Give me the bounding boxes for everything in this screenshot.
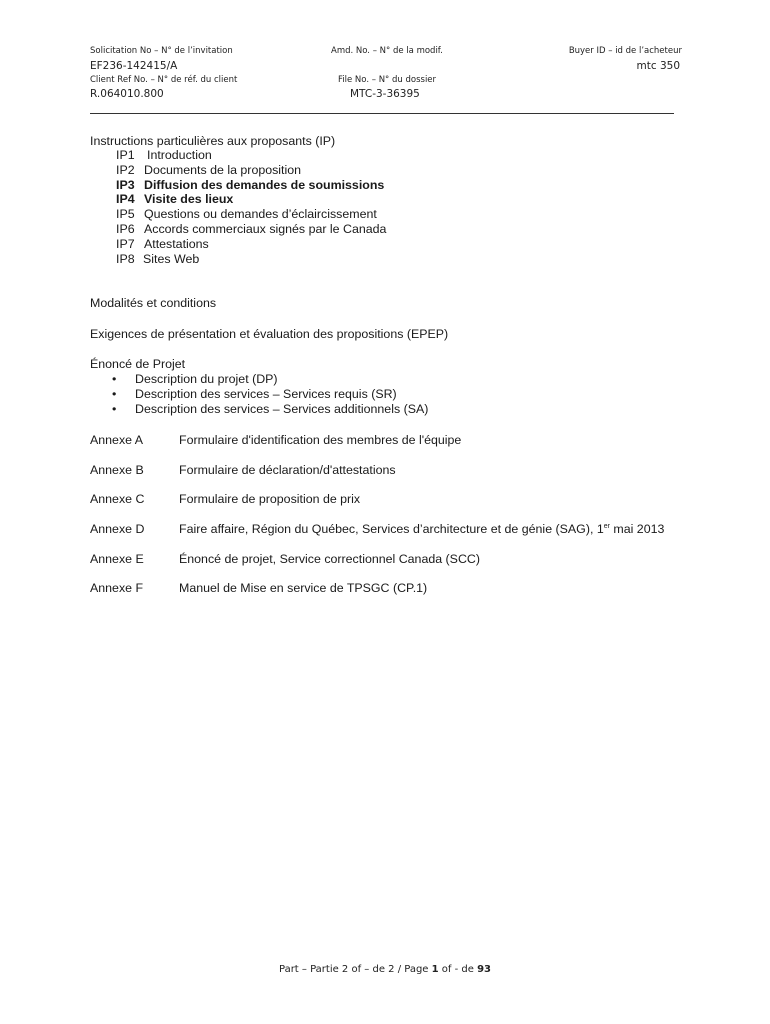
ip-code: IP5	[116, 207, 135, 222]
list-item-text: Description des services – Services requis (SR)	[135, 387, 397, 402]
annex-label: Annexe A	[90, 433, 144, 447]
annex-row-e	[90, 552, 480, 566]
annex-title: Formulaire de proposition de prix	[179, 492, 361, 506]
enonce-heading: Énoncé de Projet	[90, 357, 186, 371]
annex-label: Annexe C	[90, 492, 145, 506]
client-ref-number: R.064010.800	[90, 88, 164, 100]
ip-text: Diffusion des demandes de soumissions	[144, 177, 385, 192]
buyer-id-label: Buyer ID – id de l’acheteur	[568, 46, 682, 56]
bullet-icon: •	[112, 372, 117, 386]
terms-heading: Modalités et conditions	[90, 296, 217, 310]
list-item-text: Description des services – Services additionnels (SA)	[135, 402, 429, 417]
epep-heading: Exigences de présentation et évaluation des propositions (EPEP)	[90, 327, 449, 341]
ip-code: IP8	[116, 251, 135, 266]
instructions-title: Instructions particulières aux proposants (IP)	[90, 134, 336, 148]
annex-label: Annexe D	[90, 522, 145, 536]
ip-item	[116, 252, 386, 267]
ip-item	[116, 222, 386, 237]
file-number-label: File No. – N° du dossier	[338, 75, 437, 85]
ip-text: Accords commerciaux signés par le Canada	[144, 221, 387, 236]
instructions-list	[116, 148, 386, 266]
annex-title: Manuel de Mise en service de TPSGC (CP.1)	[179, 581, 428, 595]
ip-text: Introduction	[147, 148, 212, 162]
annex-title: Faire affaire, Région du Québec, Services d’architecture et de génie (SAG), 1	[179, 522, 604, 536]
list-item	[112, 372, 428, 387]
ip-code: IP7	[116, 236, 135, 251]
annex-row-d	[90, 522, 664, 536]
footer-prefix: Part – Partie 2 of – de 2 / Page	[278, 964, 432, 975]
annex-row-c	[90, 492, 360, 506]
ip-code: IP1	[116, 148, 135, 162]
ip-item	[116, 207, 386, 222]
footer-page-number: 1	[431, 964, 439, 975]
annex-title: Formulaire de déclaration/d'attestations	[179, 463, 396, 477]
ip-text: Documents de la proposition	[144, 162, 302, 177]
annex-row-a	[90, 433, 461, 447]
bullet-icon: •	[112, 387, 117, 402]
ip-text: Sites Web	[143, 251, 200, 266]
annex-title-superscript: er	[603, 522, 610, 530]
list-item	[112, 387, 428, 402]
ip-code: IP2	[116, 162, 135, 177]
list-item-text: Description du projet (DP)	[135, 372, 278, 386]
solicitation-label: Solicitation No – N° de l’invitation	[90, 46, 233, 56]
annex-row-b	[90, 463, 396, 477]
ip-item	[116, 163, 386, 178]
annex-title: Énoncé de projet, Service correctionnel Canada (SCC)	[179, 552, 480, 566]
ip-code: IP6	[116, 221, 135, 236]
ip-text: Visite des lieux	[144, 192, 234, 207]
ip-code: IP3	[116, 177, 135, 192]
ip-text: Questions ou demandes d’éclaircissement	[144, 207, 377, 222]
buyer-id-value: mtc 350	[636, 60, 680, 72]
annex-title-end: mai 2013	[609, 522, 665, 536]
enonce-bullet-list	[112, 372, 428, 418]
page-footer	[0, 964, 770, 975]
ip-item	[116, 148, 386, 163]
file-number: MTC-3-36395	[350, 88, 420, 100]
ip-item	[116, 192, 386, 207]
annex-title: Formulaire d'identification des membres de l'équipe	[179, 433, 462, 447]
footer-page-total: 93	[477, 964, 491, 975]
ip-code: IP4	[116, 192, 135, 207]
ip-text: Attestations	[144, 236, 209, 251]
annex-label: Annexe E	[90, 552, 144, 566]
annex-label: Annexe F	[90, 581, 144, 595]
list-item	[112, 402, 428, 417]
header-divider	[90, 113, 674, 114]
annex-label: Annexe B	[90, 463, 144, 477]
ip-item	[116, 237, 386, 252]
bullet-icon: •	[112, 402, 117, 417]
client-ref-label: Client Ref No. – N° de réf. du client	[90, 75, 238, 85]
amendment-label: Amd. No. – N° de la modif.	[331, 46, 443, 56]
solicitation-number: EF236-142415/A	[90, 60, 178, 72]
ip-item	[116, 178, 386, 193]
annex-row-f	[90, 581, 427, 595]
footer-middle: of - de	[438, 964, 478, 975]
